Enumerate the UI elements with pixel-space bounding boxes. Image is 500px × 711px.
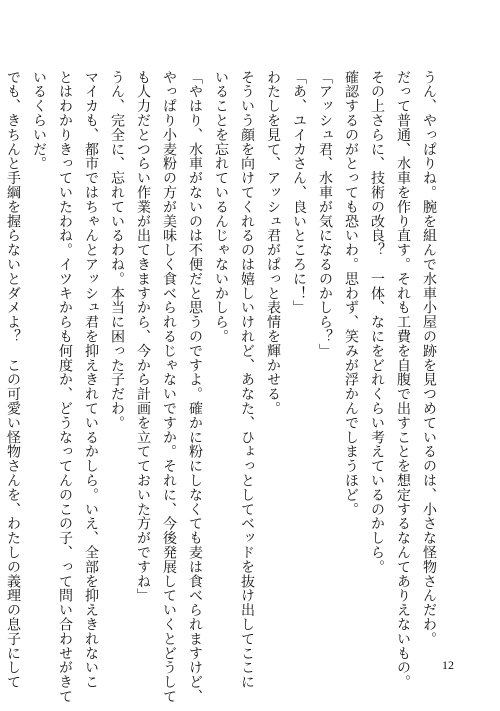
text-line: マイカも、都市ではちゃんとアッシュ君を抑えきれているかしら。いえ、全部を抑えきれないこ	[83, 70, 99, 690]
text-line: わたしを見て、アッシュ君がぱっと表情を輝かせる。	[265, 70, 281, 416]
vertical-text-block	[0, 70, 440, 704]
text-line: だって普通、水車を作り直す。それも工費を自腹で出すことを想定するなんてありえないもの。	[395, 70, 411, 690]
text-line: 「あ、ユイカさん、良いところに！」	[291, 70, 307, 315]
text-line: うん、完全に、忘れているわね。本当に困った子だわ。	[109, 70, 125, 430]
text-line: 「やはり、水車がないのは不便だと思うのですよ。確かに粉にしなくても麦は食べられますけど、	[187, 70, 203, 704]
text-line: 「アッシュ君、水車が気になるのかしら？」	[317, 70, 333, 358]
text-line: うん、やっぱりね。腕を組んで水車小屋の跡を見つめているのは、小さな怪物さんだわ。	[421, 70, 437, 646]
text-line: その上さらに、技術の改良？ 一体、なにをどれくらい考えているのかしら。	[369, 70, 385, 574]
text-line: 確認するのがとっても恐いわ。思わず、笑みが浮かんでしまうほど。	[343, 70, 359, 517]
text-line: も人力だとつらい作業が出てきますから、今から計画を立てておいた方がですね」	[135, 70, 151, 603]
text-line: いるくらいだ。	[31, 70, 47, 171]
text-line: やっぱり小麦粉の方が美味しく食べられるじゃないですか。それに、今後発展していくとどうして	[161, 70, 177, 704]
text-line: とはわかりきっていたわね。イツキからも何度か、どうなってんのこの子、って問い合わせがきて	[57, 70, 73, 704]
text-line: いることを忘れているんじゃないかしら。	[213, 70, 229, 344]
page-number: 12	[442, 658, 454, 672]
text-line: そういう顔を向けてくれるのは嬉しいけれど、あなた、ひょっとしてベッドを抜け出してここに	[239, 70, 255, 690]
text-line: でも、きちんと手綱を握らないとダメよ？ この可愛い怪物さんを、わたしの義理の息子にして	[5, 70, 21, 690]
